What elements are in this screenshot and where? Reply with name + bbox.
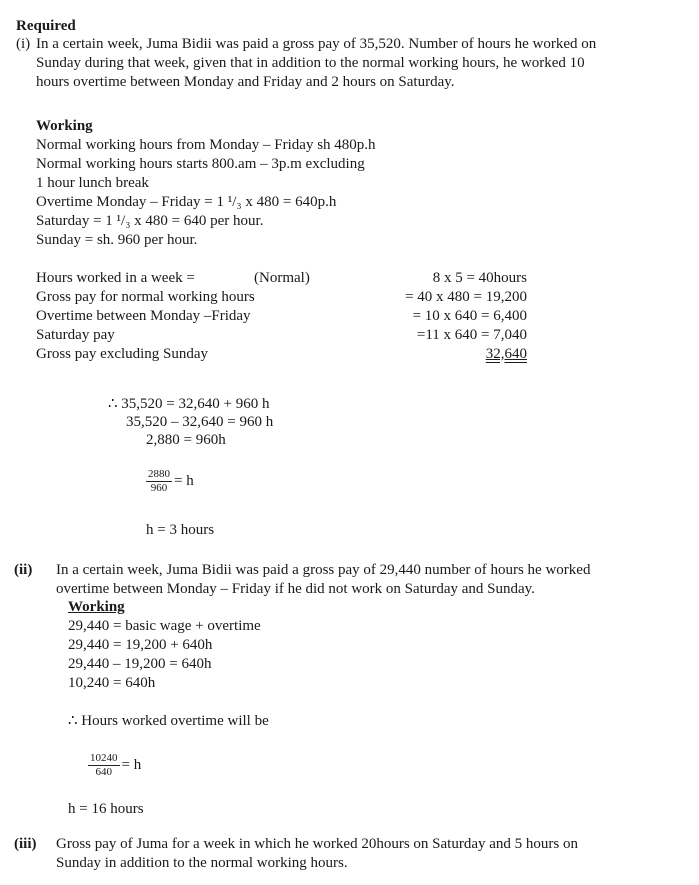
calc1-line: ∴ 35,520 = 32,640 + 960 h: [108, 396, 270, 412]
q1-line-2: Sunday during that week, given that in addition to the normal working hours, he worked 10: [36, 55, 585, 71]
table-right-row: = 10 x 640 = 6,400: [412, 308, 527, 324]
q2-line-1: In a certain week, Juma Bidii was paid a gross pay of 29,440 number of hours he worked: [56, 562, 591, 578]
table-left-row: Overtime between Monday –Friday: [36, 308, 251, 324]
q1-line-1: In a certain week, Juma Bidii was paid a gross pay of 35,520. Number of hours he worked on: [36, 36, 597, 52]
fraction-numerator: 2880: [148, 468, 170, 480]
table-total: 32,640: [485, 346, 527, 362]
fraction-denominator: 640: [95, 766, 112, 778]
working1-line: Sunday = sh. 960 per hour.: [36, 232, 198, 248]
q3-line-2: Sunday in addition to the normal working hours.: [56, 855, 348, 871]
table-right-row: 8 x 5 = 40hours: [432, 270, 527, 286]
q2-therefore: ∴ Hours worked overtime will be: [68, 713, 269, 729]
q1-label: (i): [16, 36, 31, 52]
working1-line: Normal working hours from Monday – Friday sh 480p.h: [36, 137, 376, 153]
q2-label: (ii): [14, 562, 33, 578]
calc1-fraction: [146, 468, 194, 495]
working2-line: 29,440 – 19,200 = 640h: [68, 656, 212, 672]
fraction-equals: = h: [121, 757, 142, 773]
working1-line: Saturday = 1 ¹/₃ x 480 = 640 per hour.: [36, 213, 264, 229]
q3-line-1: Gross pay of Juma for a week in which he worked 20hours on Saturday and 5 hours on: [56, 836, 578, 852]
fraction-numerator: 10240: [90, 752, 118, 764]
working1-line: Overtime Monday – Friday = 1 ¹/₃ x 480 = 640p.h: [36, 194, 337, 210]
table-normal-note: (Normal): [254, 270, 310, 286]
q2-answer: h = 16 hours: [68, 801, 144, 817]
working2-line: 29,440 = basic wage + overtime: [68, 618, 261, 634]
table-left-row: Saturday pay: [36, 327, 115, 343]
working2-line: 29,440 = 19,200 + 640h: [68, 637, 213, 653]
required-heading: Required: [16, 18, 76, 34]
working2-title: Working: [68, 599, 125, 615]
q1-line-3: hours overtime between Monday and Friday and 2 hours on Saturday.: [36, 74, 455, 90]
table-left-row: Gross pay for normal working hours: [36, 289, 255, 305]
q3-label: (iii): [14, 836, 37, 852]
working1-line: Normal working hours starts 800.am – 3p.m excluding: [36, 156, 365, 172]
calc1-answer: h = 3 hours: [146, 522, 215, 538]
working1-title: Working: [36, 118, 93, 134]
q2-line-2: overtime between Monday – Friday if he did not work on Saturday and Sunday.: [56, 581, 535, 597]
fraction-denominator: 960: [150, 482, 168, 494]
fraction-equals: = h: [174, 473, 194, 489]
calc1-line: 2,880 = 960h: [146, 432, 226, 448]
table-right-row: =11 x 640 = 7,040: [416, 327, 527, 343]
table-left-row: Hours worked in a week =: [36, 270, 195, 286]
table-left-row: Gross pay excluding Sunday: [36, 346, 209, 362]
calc1-line: 35,520 – 32,640 = 960 h: [126, 414, 274, 430]
working2-line: 10,240 = 640h: [68, 675, 156, 691]
working1-line: 1 hour lunch break: [36, 175, 149, 191]
calc2-fraction: [88, 752, 141, 779]
table-right-row: = 40 x 480 = 19,200: [405, 289, 527, 305]
